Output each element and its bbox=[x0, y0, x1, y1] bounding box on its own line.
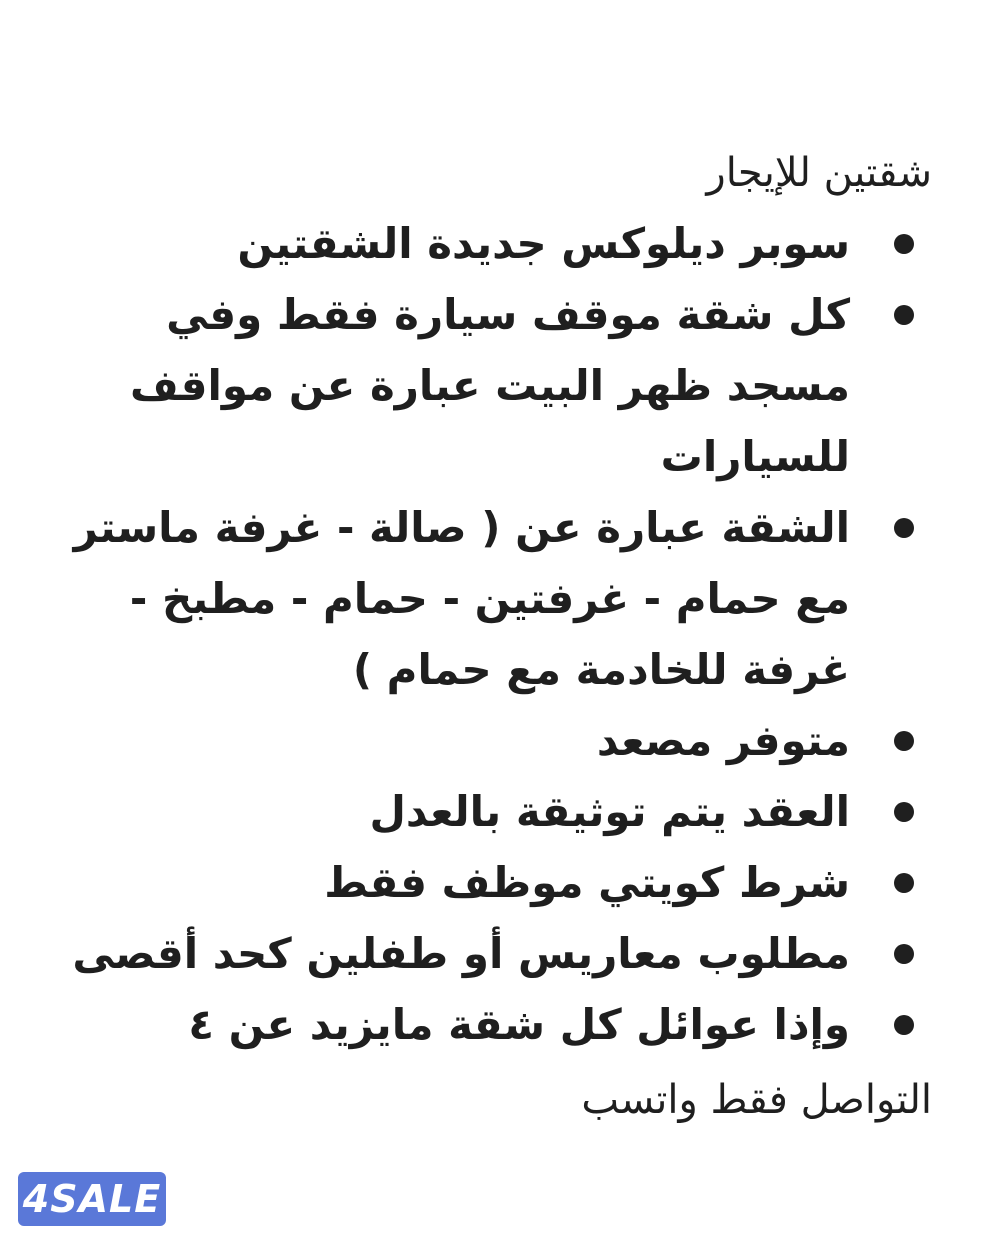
bullet-icon bbox=[894, 234, 914, 254]
list-item-text: مطلوب معاريس أو طفلين كحد أقصى bbox=[72, 929, 850, 978]
4sale-logo bbox=[18, 1172, 166, 1226]
bullet-icon bbox=[894, 731, 914, 751]
list-item bbox=[52, 918, 932, 989]
list-item bbox=[52, 776, 932, 847]
list-item-text: الشقة عبارة عن ( صالة - غرفة ماستر مع حمام - غرفتين - حمام - مطبخ - غرفة للخادمة مع حمام ) bbox=[73, 503, 850, 694]
bullet-icon bbox=[894, 1015, 914, 1035]
list-item-text: العقد يتم توثيقة بالعدل bbox=[369, 787, 850, 836]
list-item-text: سوبر ديلوكس جديدة الشقتين bbox=[237, 219, 850, 268]
list-item bbox=[52, 705, 932, 776]
bullet-icon bbox=[894, 802, 914, 822]
listing-title: شقتين للإيجار bbox=[706, 150, 932, 196]
list-item-text: كل شقة موقف سيارة فقط وفي مسجد ظهر البيت عبارة عن مواقف للسيارات bbox=[129, 290, 850, 481]
features-list bbox=[52, 208, 932, 1060]
list-item bbox=[52, 279, 932, 492]
logo-text: 4SALE bbox=[22, 1177, 162, 1221]
list-item bbox=[52, 492, 932, 705]
list-item-text: شرط كويتي موظف فقط bbox=[324, 858, 850, 907]
list-item bbox=[52, 989, 932, 1060]
list-item-text: وإذا عوائل كل شقة مايزيد عن ٤ bbox=[188, 1000, 850, 1049]
bullet-icon bbox=[894, 873, 914, 893]
bullet-icon bbox=[894, 305, 914, 325]
bullet-icon bbox=[894, 518, 914, 538]
contact-note: التواصل فقط واتسب bbox=[581, 1077, 932, 1123]
list-item bbox=[52, 208, 932, 279]
listing-document bbox=[52, 138, 932, 1060]
bullet-icon bbox=[894, 944, 914, 964]
list-item-text: متوفر مصعد bbox=[596, 716, 850, 765]
list-item bbox=[52, 847, 932, 918]
